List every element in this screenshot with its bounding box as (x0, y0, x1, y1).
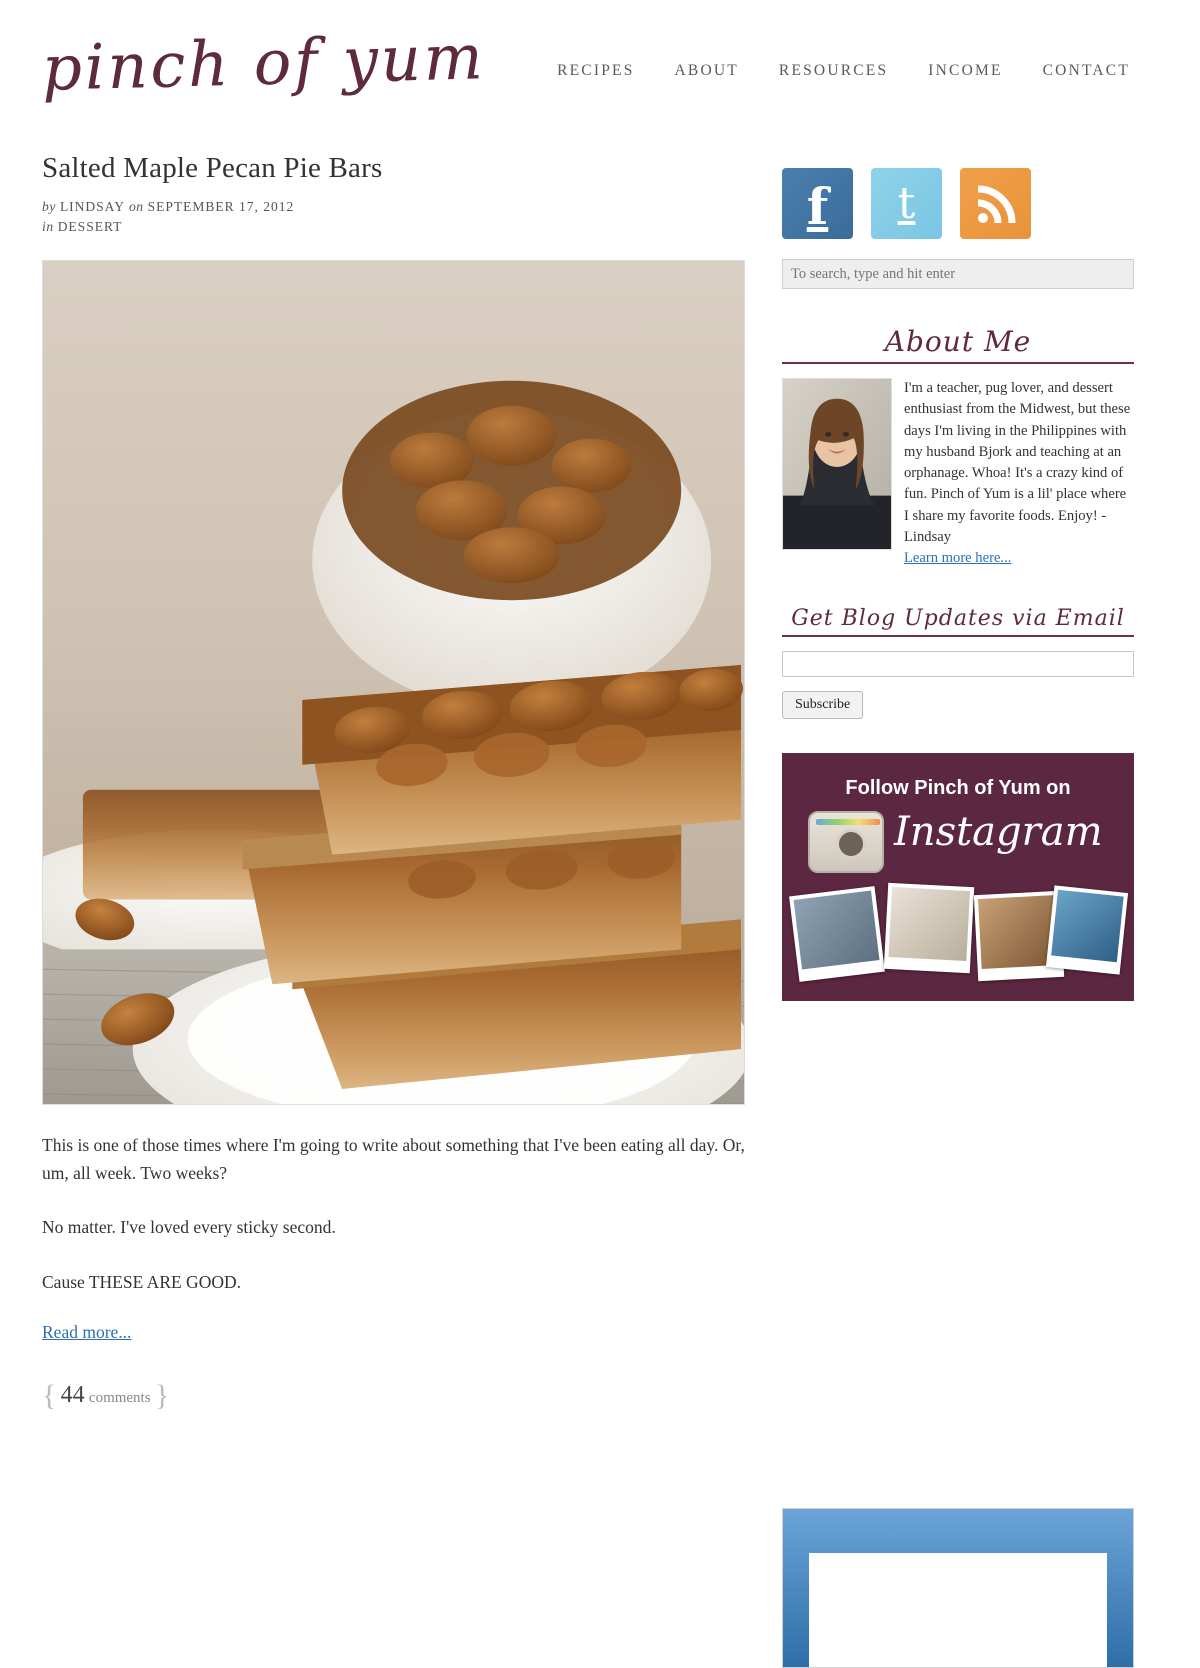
twitter-icon[interactable] (871, 168, 942, 239)
comments-label: comments (88, 1389, 151, 1406)
post-body (42, 1131, 745, 1343)
twitter-glyph: t (897, 177, 916, 229)
content-area (0, 152, 1200, 1412)
site-logo[interactable]: pinch of yum (41, 20, 487, 105)
subscribe-button[interactable]: Subscribe (782, 691, 863, 719)
social-links (782, 168, 1134, 239)
nav-item-contact[interactable]: CONTACT (1042, 62, 1130, 79)
instagram-line2: Instagram (894, 808, 1103, 855)
post-category[interactable]: DESSERT (57, 219, 123, 235)
main-column (42, 152, 745, 1413)
bottom-banner-image (809, 1553, 1107, 1667)
about-me-heading: About Me (782, 325, 1134, 364)
instagram-line1: Follow Pinch of Yum on (845, 776, 1071, 799)
avatar (782, 378, 892, 550)
byline-on: on (128, 199, 144, 214)
site-header (0, 0, 1200, 152)
subscribe-heading: Get Blog Updates via Email (782, 606, 1134, 637)
instagram-photo-collage (790, 877, 1126, 989)
post-meta (42, 197, 745, 238)
about-me-block (782, 378, 1134, 570)
bottom-banner-ad[interactable] (782, 1508, 1134, 1668)
email-field[interactable] (782, 651, 1134, 677)
byline-in: in (42, 219, 54, 235)
primary-nav (557, 62, 1130, 80)
instagram-banner[interactable] (782, 753, 1134, 1001)
post-date: SEPTEMBER 17, 2012 (147, 199, 295, 214)
instagram-camera-icon (808, 811, 884, 873)
post-featured-image[interactable] (42, 260, 745, 1105)
read-more-link[interactable]: Read more... (42, 1321, 132, 1342)
comments-count[interactable] (42, 1379, 745, 1413)
facebook-glyph: f (806, 177, 829, 236)
nav-item-resources[interactable]: RESOURCES (778, 62, 889, 79)
post-title[interactable]: Salted Maple Pecan Pie Bars (42, 152, 383, 184)
post-author[interactable]: LINDSAY (59, 199, 125, 214)
about-me-text (904, 378, 1134, 570)
about-me-body: I'm a teacher, pug lover, and dessert enthusiast from the Midwest, but these days I'm living in the Philippines with my husband Bjork and teaching at an orphanage. Whoa! It's a crazy kind of fun. Pinch of Yum is a lil' place where I share my favorite foods. Enjoy! -Lindsay (904, 380, 1131, 546)
nav-item-recipes[interactable]: RECIPES (557, 62, 635, 79)
facebook-icon[interactable] (782, 168, 853, 239)
comments-brace-close: } (154, 1378, 170, 1412)
comments-number: 44 (60, 1381, 85, 1408)
nav-item-income[interactable]: INCOME (928, 62, 1003, 79)
rss-icon[interactable] (960, 168, 1031, 239)
learn-more-link[interactable]: Learn more here... (904, 550, 1012, 567)
nav-item-about[interactable]: ABOUT (674, 62, 739, 79)
post-paragraph-1: This is one of those times where I'm going to write about something that I've been eating all day. Or, um, all week. Two weeks? (42, 1134, 745, 1183)
byline-by: by (42, 199, 56, 214)
sidebar (782, 152, 1134, 1001)
comments-brace-open: { (42, 1378, 57, 1412)
post-paragraph-2: No matter. I've loved every sticky second. (42, 1217, 336, 1238)
post-paragraph-3: Cause THESE ARE GOOD. (42, 1271, 241, 1292)
search-input[interactable] (782, 259, 1134, 289)
